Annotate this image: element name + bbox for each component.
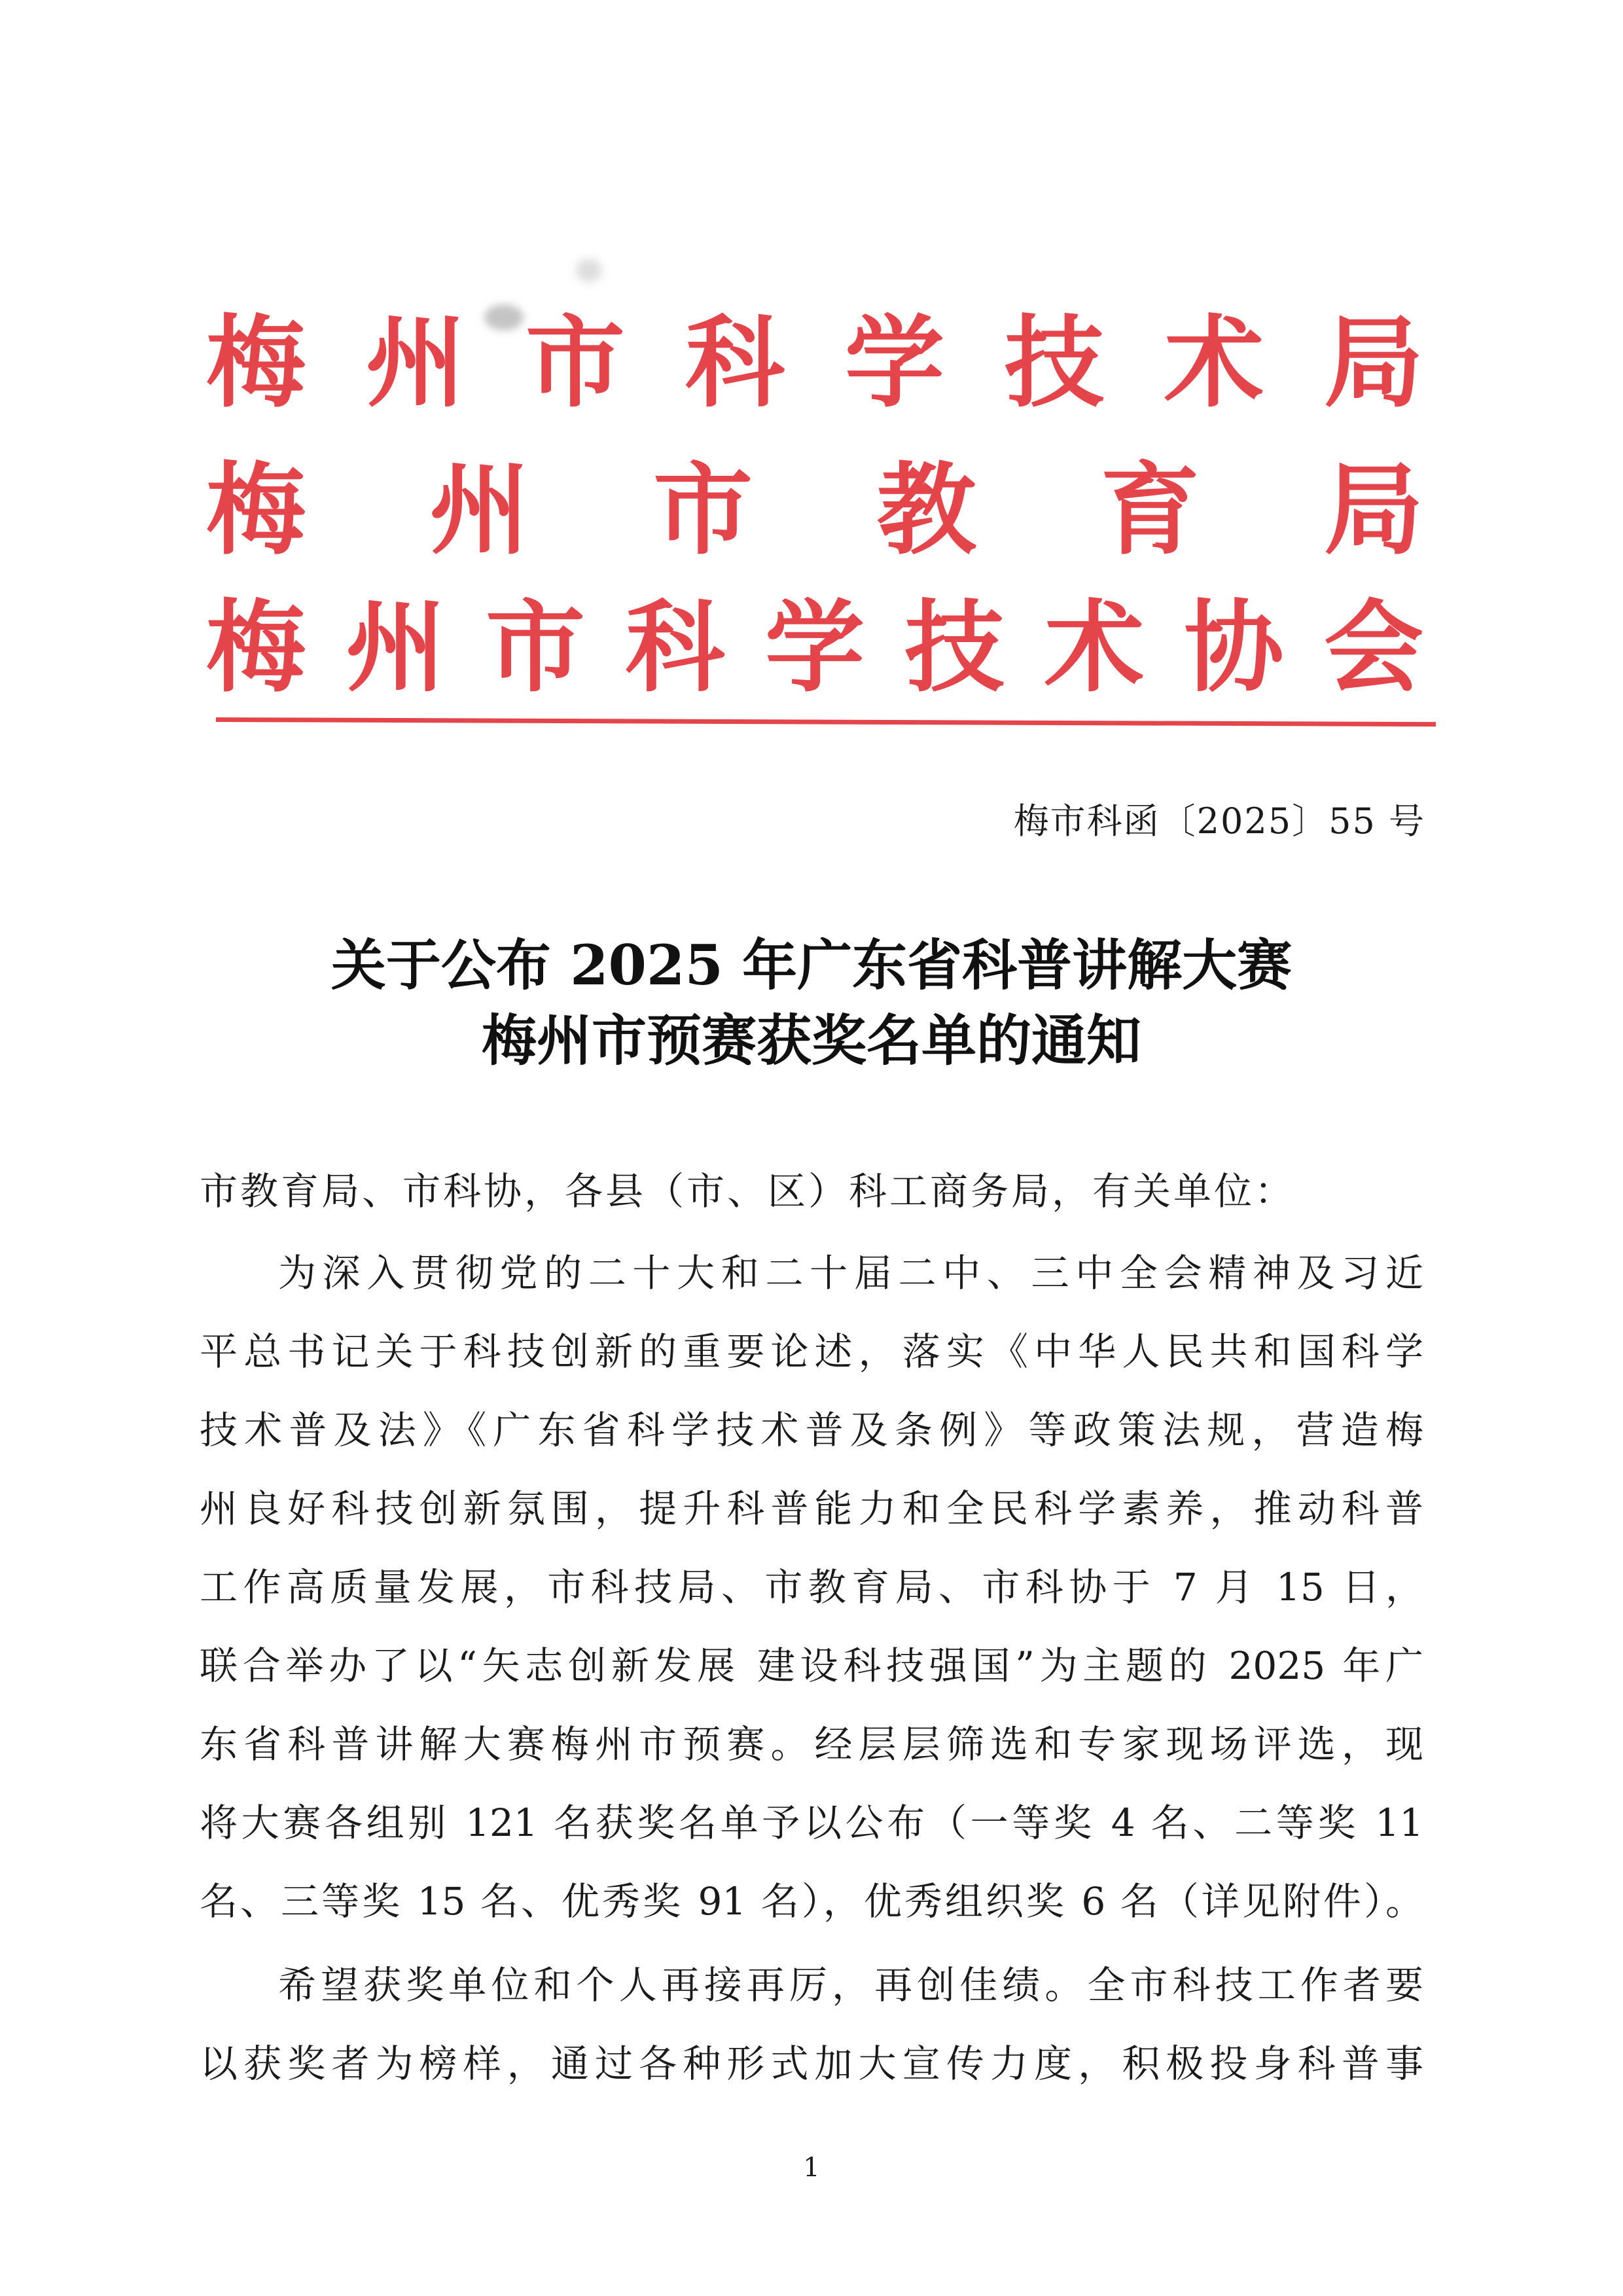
issuer-char: 州 — [346, 590, 446, 706]
issuer-char: 州 — [366, 305, 465, 421]
issuer-char: 科 — [625, 590, 725, 706]
issuer-science-association — [206, 589, 1423, 707]
issuer-char: 协 — [1184, 590, 1284, 706]
issuer-char: 市 — [653, 452, 753, 568]
body-line: 以获奖者为榜样，通过各种形式加大宣传力度，积极投身科普事 — [200, 2041, 1423, 2086]
issuer-char: 州 — [429, 452, 529, 568]
issuer-education-bureau — [206, 452, 1423, 569]
issuer-char: 教 — [876, 452, 976, 568]
issuer-char: 科 — [685, 305, 785, 421]
body-line: 州良好科技创新氛围，提升科普能力和全民科学素养，推动科普 — [200, 1486, 1423, 1531]
body-line: 希望获奖单位和个人再接再厉，再创佳绩。全市科技工作者要 — [278, 1963, 1423, 2007]
page-number: 1 — [803, 2153, 820, 2183]
body-line: 技术普及法》《广东省科学技术普及条例》等政策法规，营造梅 — [200, 1408, 1423, 1452]
issuer-char: 技 — [904, 590, 1005, 706]
header-red-rule — [216, 717, 1436, 726]
body-line: 东省科普讲解大赛梅州市预赛。经层层筛选和专家现场评选，现 — [200, 1722, 1423, 1767]
issuer-char: 局 — [1323, 452, 1423, 568]
document-title-line-2: 梅州市预赛获奖名单的通知 — [481, 1008, 1141, 1073]
issuer-char: 术 — [1044, 590, 1144, 706]
issuer-char: 学 — [845, 305, 944, 421]
body-line: 为深入贯彻党的二十大和二十届二中、三中全会精神及习近 — [278, 1251, 1423, 1295]
issuer-char: 技 — [1005, 305, 1104, 421]
issuer-char: 梅 — [206, 452, 306, 568]
scan-artifact — [576, 259, 602, 282]
issuer-char: 局 — [1324, 305, 1423, 421]
body-line: 将大赛各组别 121 名获奖名单予以公布（一等奖 4 名、二等奖 11 — [200, 1801, 1423, 1845]
issuer-char: 学 — [765, 590, 865, 706]
issuer-char: 梅 — [206, 590, 306, 706]
body-line: 名、三等奖 15 名、优秀奖 91 名），优秀组织奖 6 名（详见附件）。 — [200, 1879, 1423, 1924]
body-line: 联合举办了以“矢志创新发展 建设科技强国”为主题的 2025 年广 — [200, 1643, 1423, 1688]
document-title-line-1: 关于公布 2025 年广东省科普讲解大赛 — [330, 933, 1293, 997]
issuer-science-technology-bureau — [206, 304, 1423, 422]
document-number: 梅市科函〔2025〕55 号 — [1013, 800, 1425, 842]
body-line: 工作高质量发展，市科技局、市教育局、市科协于 7 月 15 日， — [200, 1565, 1423, 1609]
body-line: 平总书记关于科技创新的重要论述，落实《中华人民共和国科学 — [200, 1329, 1423, 1374]
issuer-char: 会 — [1324, 590, 1423, 706]
issuer-char: 梅 — [206, 305, 306, 421]
salutation: 市教育局、市科协，各县（市、区）科工商务局，有关单位： — [200, 1169, 1296, 1213]
issuer-char: 育 — [1100, 452, 1200, 568]
issuer-char: 市 — [486, 590, 585, 706]
issuer-char: 市 — [526, 305, 625, 421]
issuer-char: 术 — [1164, 305, 1264, 421]
